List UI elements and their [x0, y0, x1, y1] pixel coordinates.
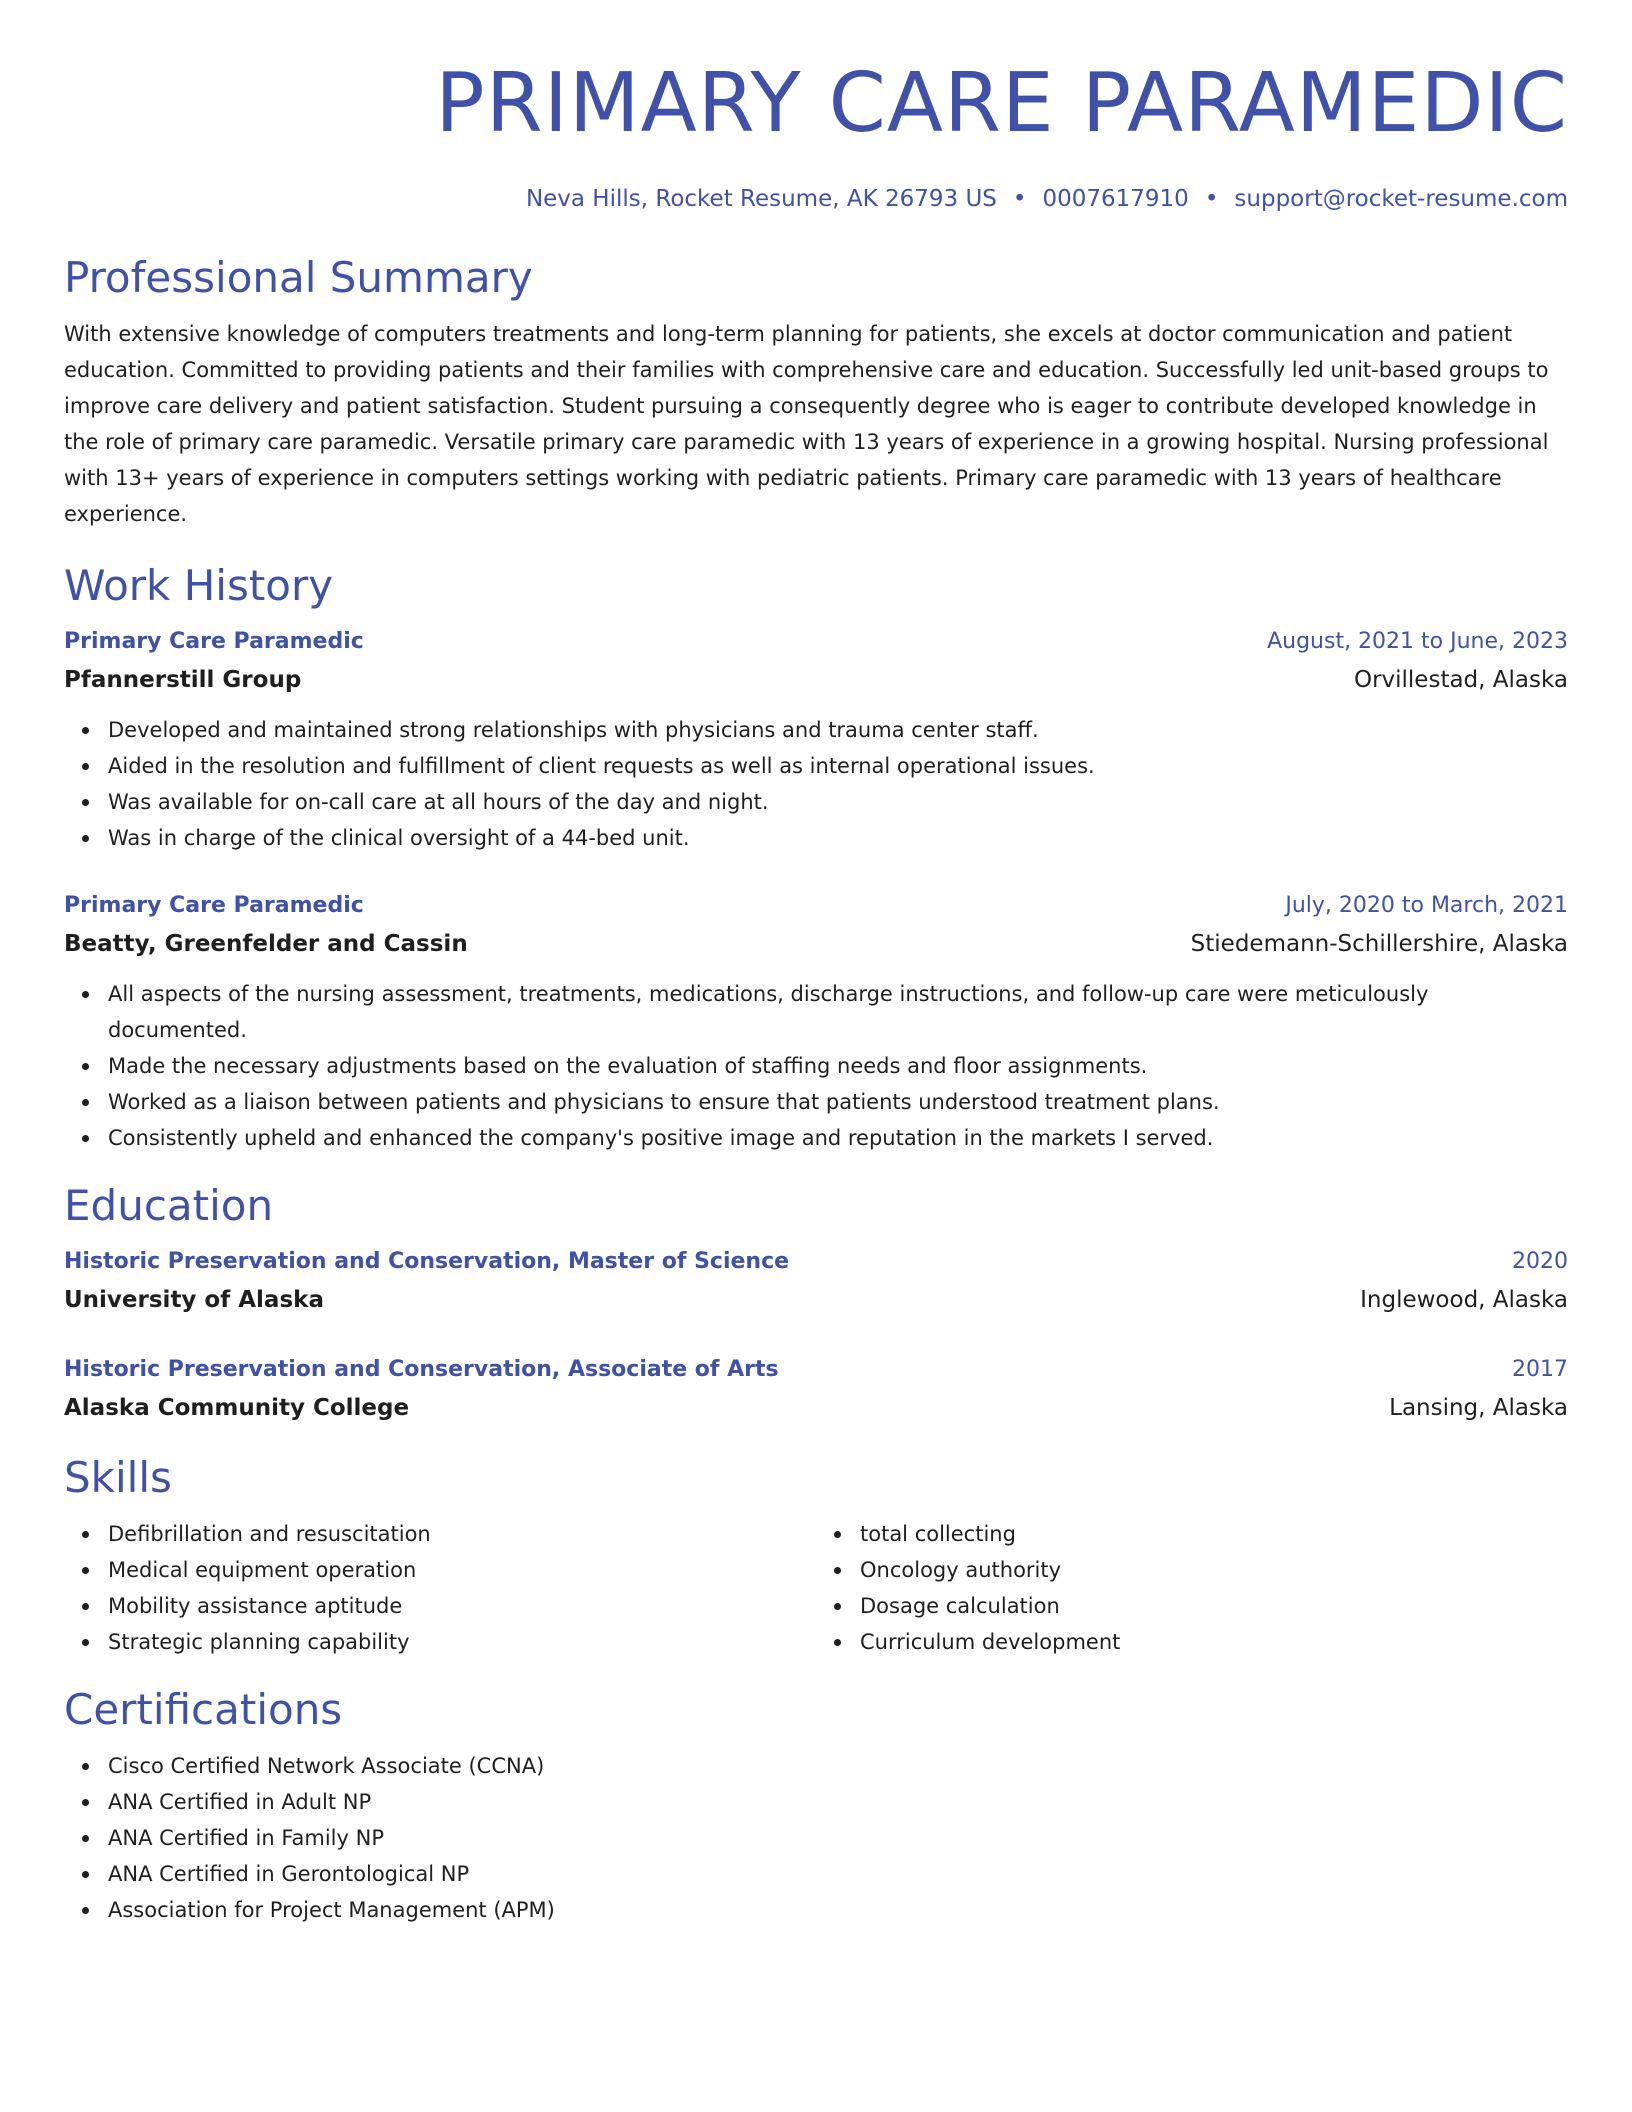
- education-location: Lansing, Alaska: [1389, 1395, 1568, 1421]
- job-location: Orvillestad, Alaska: [1353, 667, 1568, 693]
- summary-section: [64, 250, 1568, 532]
- list-item: ANA Certified in Family NP: [108, 1820, 1568, 1856]
- job-company: Beatty, Greenfelder and Cassin: [64, 931, 468, 957]
- list-item: Curriculum development: [860, 1624, 1568, 1660]
- education-school: Alaska Community College: [64, 1395, 410, 1421]
- education-location: Inglewood, Alaska: [1360, 1287, 1568, 1313]
- job-location: Stiedemann-Schillershire, Alaska: [1190, 931, 1568, 957]
- education-entry: [64, 1244, 1568, 1320]
- list-item: Consistently upheld and enhanced the company's positive image and reputation in the markets I served.: [108, 1120, 1568, 1156]
- contact-separator: •: [1012, 186, 1027, 212]
- list-item: Was available for on-call care at all hours of the day and night.: [108, 784, 1568, 820]
- list-item: Aided in the resolution and fulfillment of client requests as well as internal operational issues.: [108, 748, 1568, 784]
- contact-phone: 0007617910: [1042, 186, 1189, 212]
- education-year: 2020: [1512, 1249, 1568, 1274]
- summary-text: With extensive knowledge of computers treatments and long-term planning for patients, she excels at doctor communication and patient education. Committed to providing patients and their families with comprehensive care and education. Successfully led unit-based groups to improve care delivery and patient satisfaction. Student pursuing a consequently degree who is eager to contribute developed knowledge in the role of primary care paramedic. Versatile primary care paramedic with 13 years of experience in a growing hospital. Nursing professional with 13+ years of experience in computers settings working with pediatric patients. Primary care paramedic with 13 years of healthcare experience.: [64, 322, 1549, 526]
- skills-section: [64, 1450, 1568, 1660]
- contact-address: Neva Hills, Rocket Resume, AK 26793 US: [525, 186, 997, 212]
- list-item: Was in charge of the clinical oversight of a 44-bed unit.: [108, 820, 1568, 856]
- education-degree: Historic Preservation and Conservation, Master of Science: [64, 1249, 790, 1274]
- section-title-work: Work History: [64, 561, 334, 610]
- list-item: Oncology authority: [860, 1552, 1568, 1588]
- section-title-summary: Professional Summary: [64, 253, 533, 302]
- list-item: total collecting: [860, 1516, 1568, 1552]
- list-item: Worked as a liaison between patients and physicians to ensure that patients understood treatment plans.: [108, 1084, 1568, 1120]
- certifications-list: [64, 1748, 1568, 1928]
- job-bullets: [64, 712, 1568, 856]
- job-title: Primary Care Paramedic: [64, 629, 364, 654]
- section-title-certifications: Certifications: [64, 1685, 343, 1734]
- job-bullets: [64, 976, 1568, 1156]
- section-title-education: Education: [64, 1181, 274, 1230]
- education-entry: [64, 1352, 1568, 1428]
- list-item: Defibrillation and resuscitation: [108, 1516, 816, 1552]
- resume-name: PRIMARY CARE PARAMEDIC: [435, 56, 1568, 151]
- work-section: [64, 558, 1568, 1156]
- section-title-skills: Skills: [64, 1453, 172, 1502]
- education-year: 2017: [1512, 1357, 1568, 1382]
- list-item: All aspects of the nursing assessment, treatments, medications, discharge instructions, and follow-up care were meticulously documented.: [108, 976, 1568, 1048]
- education-school: University of Alaska: [64, 1287, 324, 1313]
- education-degree: Historic Preservation and Conservation, Associate of Arts: [64, 1357, 779, 1382]
- skills-list-right: [816, 1516, 1568, 1660]
- list-item: Cisco Certified Network Associate (CCNA): [108, 1748, 1568, 1784]
- list-item: ANA Certified in Gerontological NP: [108, 1856, 1568, 1892]
- list-item: Medical equipment operation: [108, 1552, 816, 1588]
- list-item: Strategic planning capability: [108, 1624, 816, 1660]
- skills-columns: [64, 1516, 1568, 1660]
- job-title: Primary Care Paramedic: [64, 893, 364, 918]
- job-company: Pfannerstill Group: [64, 667, 302, 693]
- list-item: Mobility assistance aptitude: [108, 1588, 816, 1624]
- contact-separator: •: [1204, 186, 1219, 212]
- skills-list-left: [64, 1516, 816, 1660]
- resume-page: [64, 0, 1568, 1928]
- list-item: Made the necessary adjustments based on the evaluation of staffing needs and floor assignments.: [108, 1048, 1568, 1084]
- list-item: Association for Project Management (APM): [108, 1892, 1568, 1928]
- list-item: ANA Certified in Adult NP: [108, 1784, 1568, 1820]
- job-dates: July, 2020 to March, 2021: [1285, 893, 1568, 918]
- job-entry: [64, 624, 1568, 856]
- education-section: [64, 1178, 1568, 1428]
- certifications-section: [64, 1682, 1568, 1928]
- job-dates: August, 2021 to June, 2023: [1267, 629, 1568, 654]
- list-item: Dosage calculation: [860, 1588, 1568, 1624]
- contact-line: [64, 182, 1568, 216]
- contact-email: support@rocket-resume.com: [1234, 186, 1568, 212]
- list-item: Developed and maintained strong relationships with physicians and trauma center staff.: [108, 712, 1568, 748]
- job-entry: [64, 888, 1568, 1156]
